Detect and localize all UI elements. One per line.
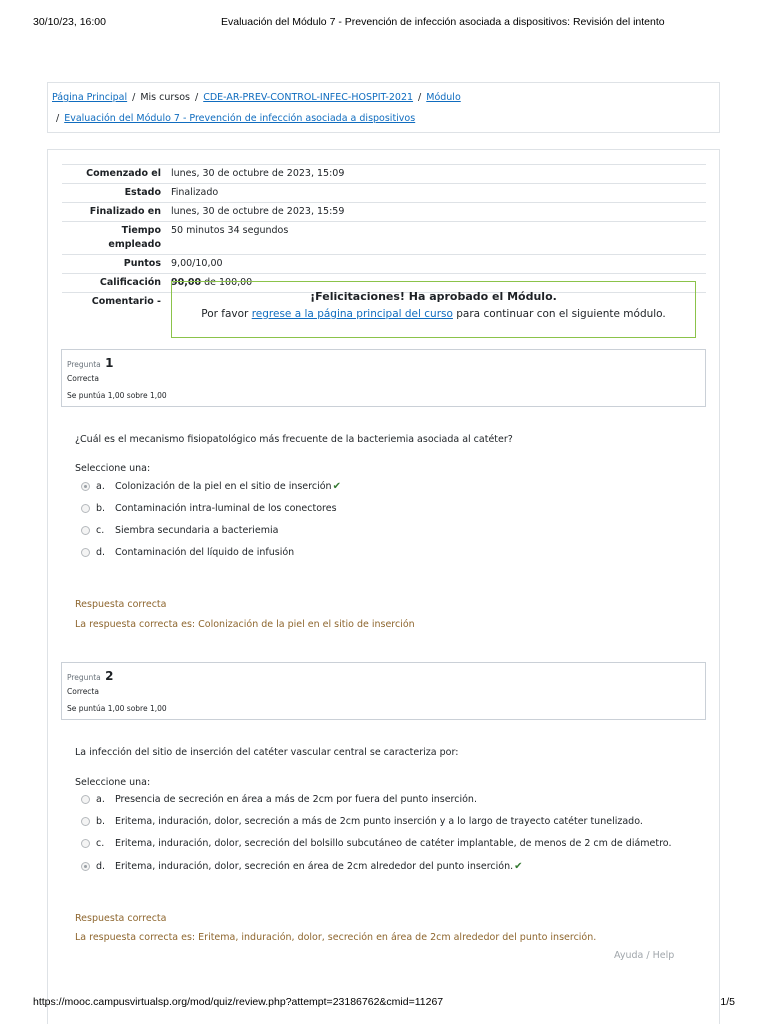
- help-link[interactable]: Ayuda / Help: [614, 950, 675, 961]
- feedback-comment-box: [171, 281, 696, 338]
- summary-label: Comentario -: [91, 296, 161, 307]
- summary-value: Finalizado: [171, 187, 219, 198]
- option-text: Contaminación del líquido de infusión: [115, 547, 295, 558]
- answer-option[interactable]: [81, 481, 341, 492]
- option-text: Colonización de la piel en el sitio de inserción: [115, 481, 332, 492]
- grade-max: de 100,00: [201, 277, 253, 288]
- question-state: Correcta: [67, 374, 99, 383]
- summary-row-points: [62, 255, 706, 274]
- question-text: ¿Cuál es el mecanismo fisiopatológico más frecuente de la bacteriemia asociada al catéter?: [75, 434, 513, 445]
- radio-button-selected[interactable]: [81, 482, 90, 491]
- option-letter: a.: [96, 481, 105, 492]
- radio-button[interactable]: [81, 817, 90, 826]
- summary-row-finished: [62, 203, 706, 222]
- answer-option[interactable]: [81, 861, 523, 872]
- print-header: [33, 16, 735, 30]
- answer-option[interactable]: [81, 816, 643, 827]
- print-datetime: 30/10/23, 16:00: [33, 16, 106, 28]
- question-info-box: [61, 662, 706, 720]
- option-letter: b.: [96, 503, 106, 514]
- summary-value: lunes, 30 de octubre de 2023, 15:59: [171, 206, 345, 217]
- feedback-right-answer: La respuesta correcta es: Eritema, induración, dolor, secreción en área de 2cm alrededor del punto inserción.: [75, 932, 597, 943]
- question-text: La infección del sitio de inserción del catéter vascular central se caracteriza por:: [75, 747, 459, 758]
- question-prompt: Seleccione una:: [75, 777, 151, 788]
- option-text: Siembra secundaria a bacteriemia: [115, 525, 279, 536]
- radio-button[interactable]: [81, 526, 90, 535]
- question-number: [67, 356, 113, 370]
- comment-text: para continuar con el siguiente módulo.: [452, 308, 666, 320]
- answer-option[interactable]: [81, 838, 671, 849]
- question-grade: Se puntúa 1,00 sobre 1,00: [67, 704, 167, 713]
- question-grade: Se puntúa 1,00 sobre 1,00: [67, 391, 167, 400]
- summary-label-line: empleado: [108, 239, 161, 250]
- breadcrumb-course-link[interactable]: CDE-AR-PREV-CONTROL-INFEC-HOSPIT-2021: [203, 92, 414, 103]
- feedback-right-answer: La respuesta correcta es: Colonización de la piel en el sitio de inserción: [75, 619, 415, 630]
- option-text: Contaminación intra-luminal de los conectores: [115, 503, 337, 514]
- summary-label: Comenzado el: [86, 168, 161, 179]
- question-prefix: Pregunta: [67, 673, 101, 682]
- radio-button[interactable]: [81, 839, 90, 848]
- summary-label: Puntos: [123, 258, 161, 269]
- breadcrumb: [47, 82, 720, 133]
- answer-option[interactable]: [81, 547, 294, 558]
- summary-row-time: [62, 222, 706, 255]
- question-info-box: [61, 349, 706, 407]
- print-page-number: 1/5: [720, 996, 735, 1008]
- radio-button[interactable]: [81, 548, 90, 557]
- option-letter: a.: [96, 794, 105, 805]
- print-doc-title: Evaluación del Módulo 7 - Prevención de infección asociada a dispositivos: Revisión del intento: [221, 16, 665, 28]
- summary-row-started: [62, 165, 706, 184]
- breadcrumb-separator: /: [195, 92, 199, 103]
- correct-check-icon: ✔: [514, 861, 523, 872]
- feedback-result: Respuesta correcta: [75, 599, 167, 610]
- option-text: Eritema, induración, dolor, secreción del bolsillo subcutáneo de catéter implantable, de menos de 2 cm de diámetro.: [115, 838, 672, 849]
- answer-option[interactable]: [81, 525, 278, 536]
- question-prefix: Pregunta: [67, 360, 101, 369]
- option-letter: b.: [96, 816, 106, 827]
- radio-button[interactable]: [81, 795, 90, 804]
- summary-label: [62, 222, 167, 254]
- feedback-result: Respuesta correcta: [75, 913, 167, 924]
- option-text: Eritema, induración, dolor, secreción en área de 2cm alrededor del punto inserción.: [115, 861, 514, 872]
- question-number: [67, 669, 113, 683]
- breadcrumb-separator: /: [418, 92, 422, 103]
- breadcrumb-home-link[interactable]: Página Principal: [52, 92, 128, 103]
- correct-check-icon: ✔: [332, 481, 341, 492]
- option-text: Presencia de secreción en área a más de 2cm por fuera del punto inserción.: [115, 794, 477, 805]
- print-url: https://mooc.campusvirtualsp.org/mod/quiz/review.php?attempt=23186762&cmid=11267: [33, 996, 444, 1008]
- breadcrumb-separator: /: [56, 113, 60, 124]
- option-letter: d.: [96, 861, 106, 872]
- question-number-value: 1: [105, 356, 114, 370]
- summary-value: lunes, 30 de octubre de 2023, 15:09: [171, 168, 345, 179]
- summary-value: 50 minutos 34 segundos: [171, 225, 289, 236]
- summary-row-state: [62, 184, 706, 203]
- question-prompt: Seleccione una:: [75, 463, 151, 474]
- summary-value: 9,00/10,00: [171, 258, 223, 269]
- breadcrumb-separator: /: [132, 92, 136, 103]
- course-home-link[interactable]: regrese a la página principal del curso: [251, 308, 453, 320]
- radio-button-selected[interactable]: [81, 862, 90, 871]
- radio-button[interactable]: [81, 504, 90, 513]
- grade-value: 90,00: [171, 277, 202, 288]
- congrats-heading: ¡Felicitaciones! Ha aprobado el Módulo.: [310, 290, 557, 303]
- answer-option[interactable]: [81, 503, 337, 514]
- summary-label: Calificación: [99, 277, 161, 288]
- question-number-value: 2: [105, 669, 114, 683]
- question-state: Correcta: [67, 687, 99, 696]
- option-letter: c.: [96, 838, 105, 849]
- option-letter: d.: [96, 547, 106, 558]
- summary-label-line: Tiempo: [121, 225, 161, 236]
- option-text: Eritema, induración, dolor, secreción a más de 2cm punto inserción y a lo largo de trayecto catéter tunelizado.: [115, 816, 643, 827]
- answer-option[interactable]: [81, 794, 477, 805]
- option-letter: c.: [96, 525, 105, 536]
- summary-label: Finalizado en: [89, 206, 161, 217]
- breadcrumb-quiz-link[interactable]: Evaluación del Módulo 7 - Prevención de infección asociada a dispositivos: [64, 113, 416, 124]
- breadcrumb-module-link[interactable]: Módulo: [426, 92, 461, 103]
- print-footer: [33, 996, 735, 1010]
- breadcrumb-my-courses: Mis cursos: [140, 92, 191, 103]
- comment-text: Por favor: [201, 308, 252, 320]
- summary-label: Estado: [124, 187, 161, 198]
